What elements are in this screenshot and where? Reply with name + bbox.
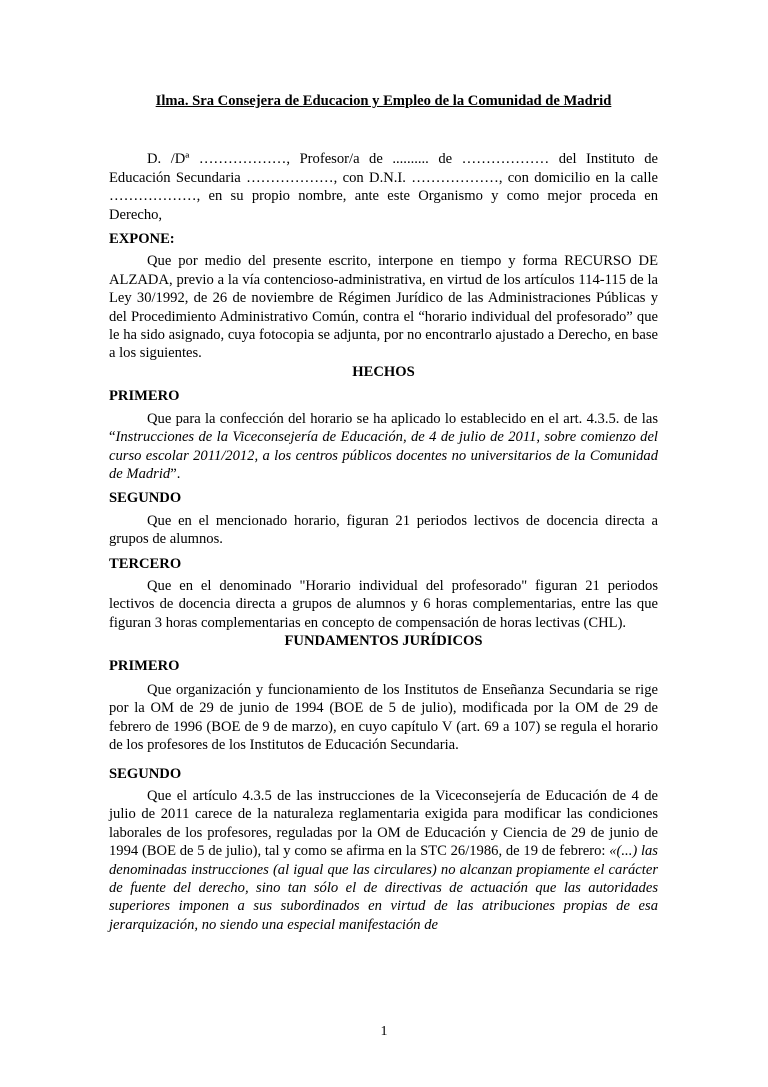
hecho-primero-paragraph bbox=[109, 410, 658, 484]
hecho-tercero-heading: TERCERO bbox=[109, 555, 182, 572]
fundamentos-heading: FUNDAMENTOS JURÍDICOS bbox=[284, 633, 483, 650]
hecho-segundo-heading: SEGUNDO bbox=[109, 490, 182, 507]
fundamento-segundo-text-a: Que el artículo 4.3.5 de las instrucciones de la Viceconsejería de Educación de 4 de julio de 2011 carece de la naturaleza reglamentaria exigida para modificar las condiciones laborales de los profesores, reguladas por la OM de Educación y Ciencia de 29 de junio de 1994 (BOE de 5 de julio), tal y como se afirma en la STC 26/1986, de 19 de febrero: bbox=[109, 788, 658, 860]
document-page bbox=[109, 92, 658, 934]
expone-paragraph: Que por medio del presente escrito, interpone en tiempo y forma RECURSO DE ALZADA, previo a la vía contencioso-administrativa, en virtud de los artículos 114-115 de la Ley 30/1992, de 26 de noviembre de Régimen Jurídico de las Administraciones Públicas y del Procedimiento Administrativo Común, contra el “horario individual del profesorado” que le ha sido asignado, cuya fotocopia se adjunta, por no encontrarlo ajustado a Derecho, en base a los siguientes. bbox=[109, 253, 658, 362]
hecho-segundo-paragraph: Que en el mencionado horario, figuran 21 periodos lectivos de docencia directa a grupos de alumnos. bbox=[109, 512, 658, 548]
hecho-primero-text-b: ”. bbox=[170, 465, 181, 482]
document-title: Ilma. Sra Consejera de Educacion y Empleo de la Comunidad de Madrid bbox=[155, 93, 612, 109]
fundamento-primero-paragraph: Que organización y funcionamiento de los Institutos de Enseñanza Secundaria se rige por la OM de 29 de junio de 1994 (BOE de 5 de julio), modificada por la OM de 29 de febrero de 1996 (BOE de 9 de marzo), en cuyo capítulo V (art. 69 a 107) se regula el horario de los profesores de los Institutos de Educación Secundaria. bbox=[109, 681, 658, 754]
fundamento-segundo-italic: «(...) las denominadas instrucciones (al igual que las circulares) no alcanzan propiamente el carácter de fuente del derecho, sino tan sólo el de directivas de actuación que las autoridades superiores imponen a sus subordinados en virtud de las atribuciones propias de esa jerarquización, no siendo una especial manifestación de bbox=[109, 843, 658, 933]
intro-paragraph: D. /Dª ………………, Profesor/a de .......... de ……………… del Instituto de Educación Secundaria ………………, con D.N.I. ………………, con domicilio en la calle ………………, en su propio nombre, ante este Organismo y como mejor proceda en Derecho, bbox=[109, 151, 658, 223]
fundamento-segundo-paragraph bbox=[109, 787, 658, 934]
hecho-tercero-paragraph: Que en el denominado "Horario individual del profesorado" figuran 21 periodos lectivos de docencia directa a grupos de alumnos y 6 horas complementarias, entre las que figuran 3 horas complementarias en concepto de compensación de horas lectivas (CHL). bbox=[109, 577, 658, 631]
expone-heading: EXPONE: bbox=[109, 231, 175, 248]
fundamento-segundo-heading: SEGUNDO bbox=[109, 765, 182, 782]
hechos-heading: HECHOS bbox=[352, 363, 415, 380]
page-number: 1 bbox=[380, 1024, 388, 1039]
hecho-primero-heading: PRIMERO bbox=[109, 388, 180, 405]
hecho-primero-text-a: Que para la confección del horario se ha aplicado lo establecido en el art. 4.3.5. de las “ bbox=[109, 410, 658, 446]
hecho-primero-italic: Instrucciones de la Viceconsejería de Educación, de 4 de julio de 2011, sobre comienzo del curso escolar 2011/2012, a los centros públicos docentes no universitarios de la Comunidad de Madrid bbox=[109, 429, 658, 482]
fundamento-primero-heading: PRIMERO bbox=[109, 657, 180, 674]
